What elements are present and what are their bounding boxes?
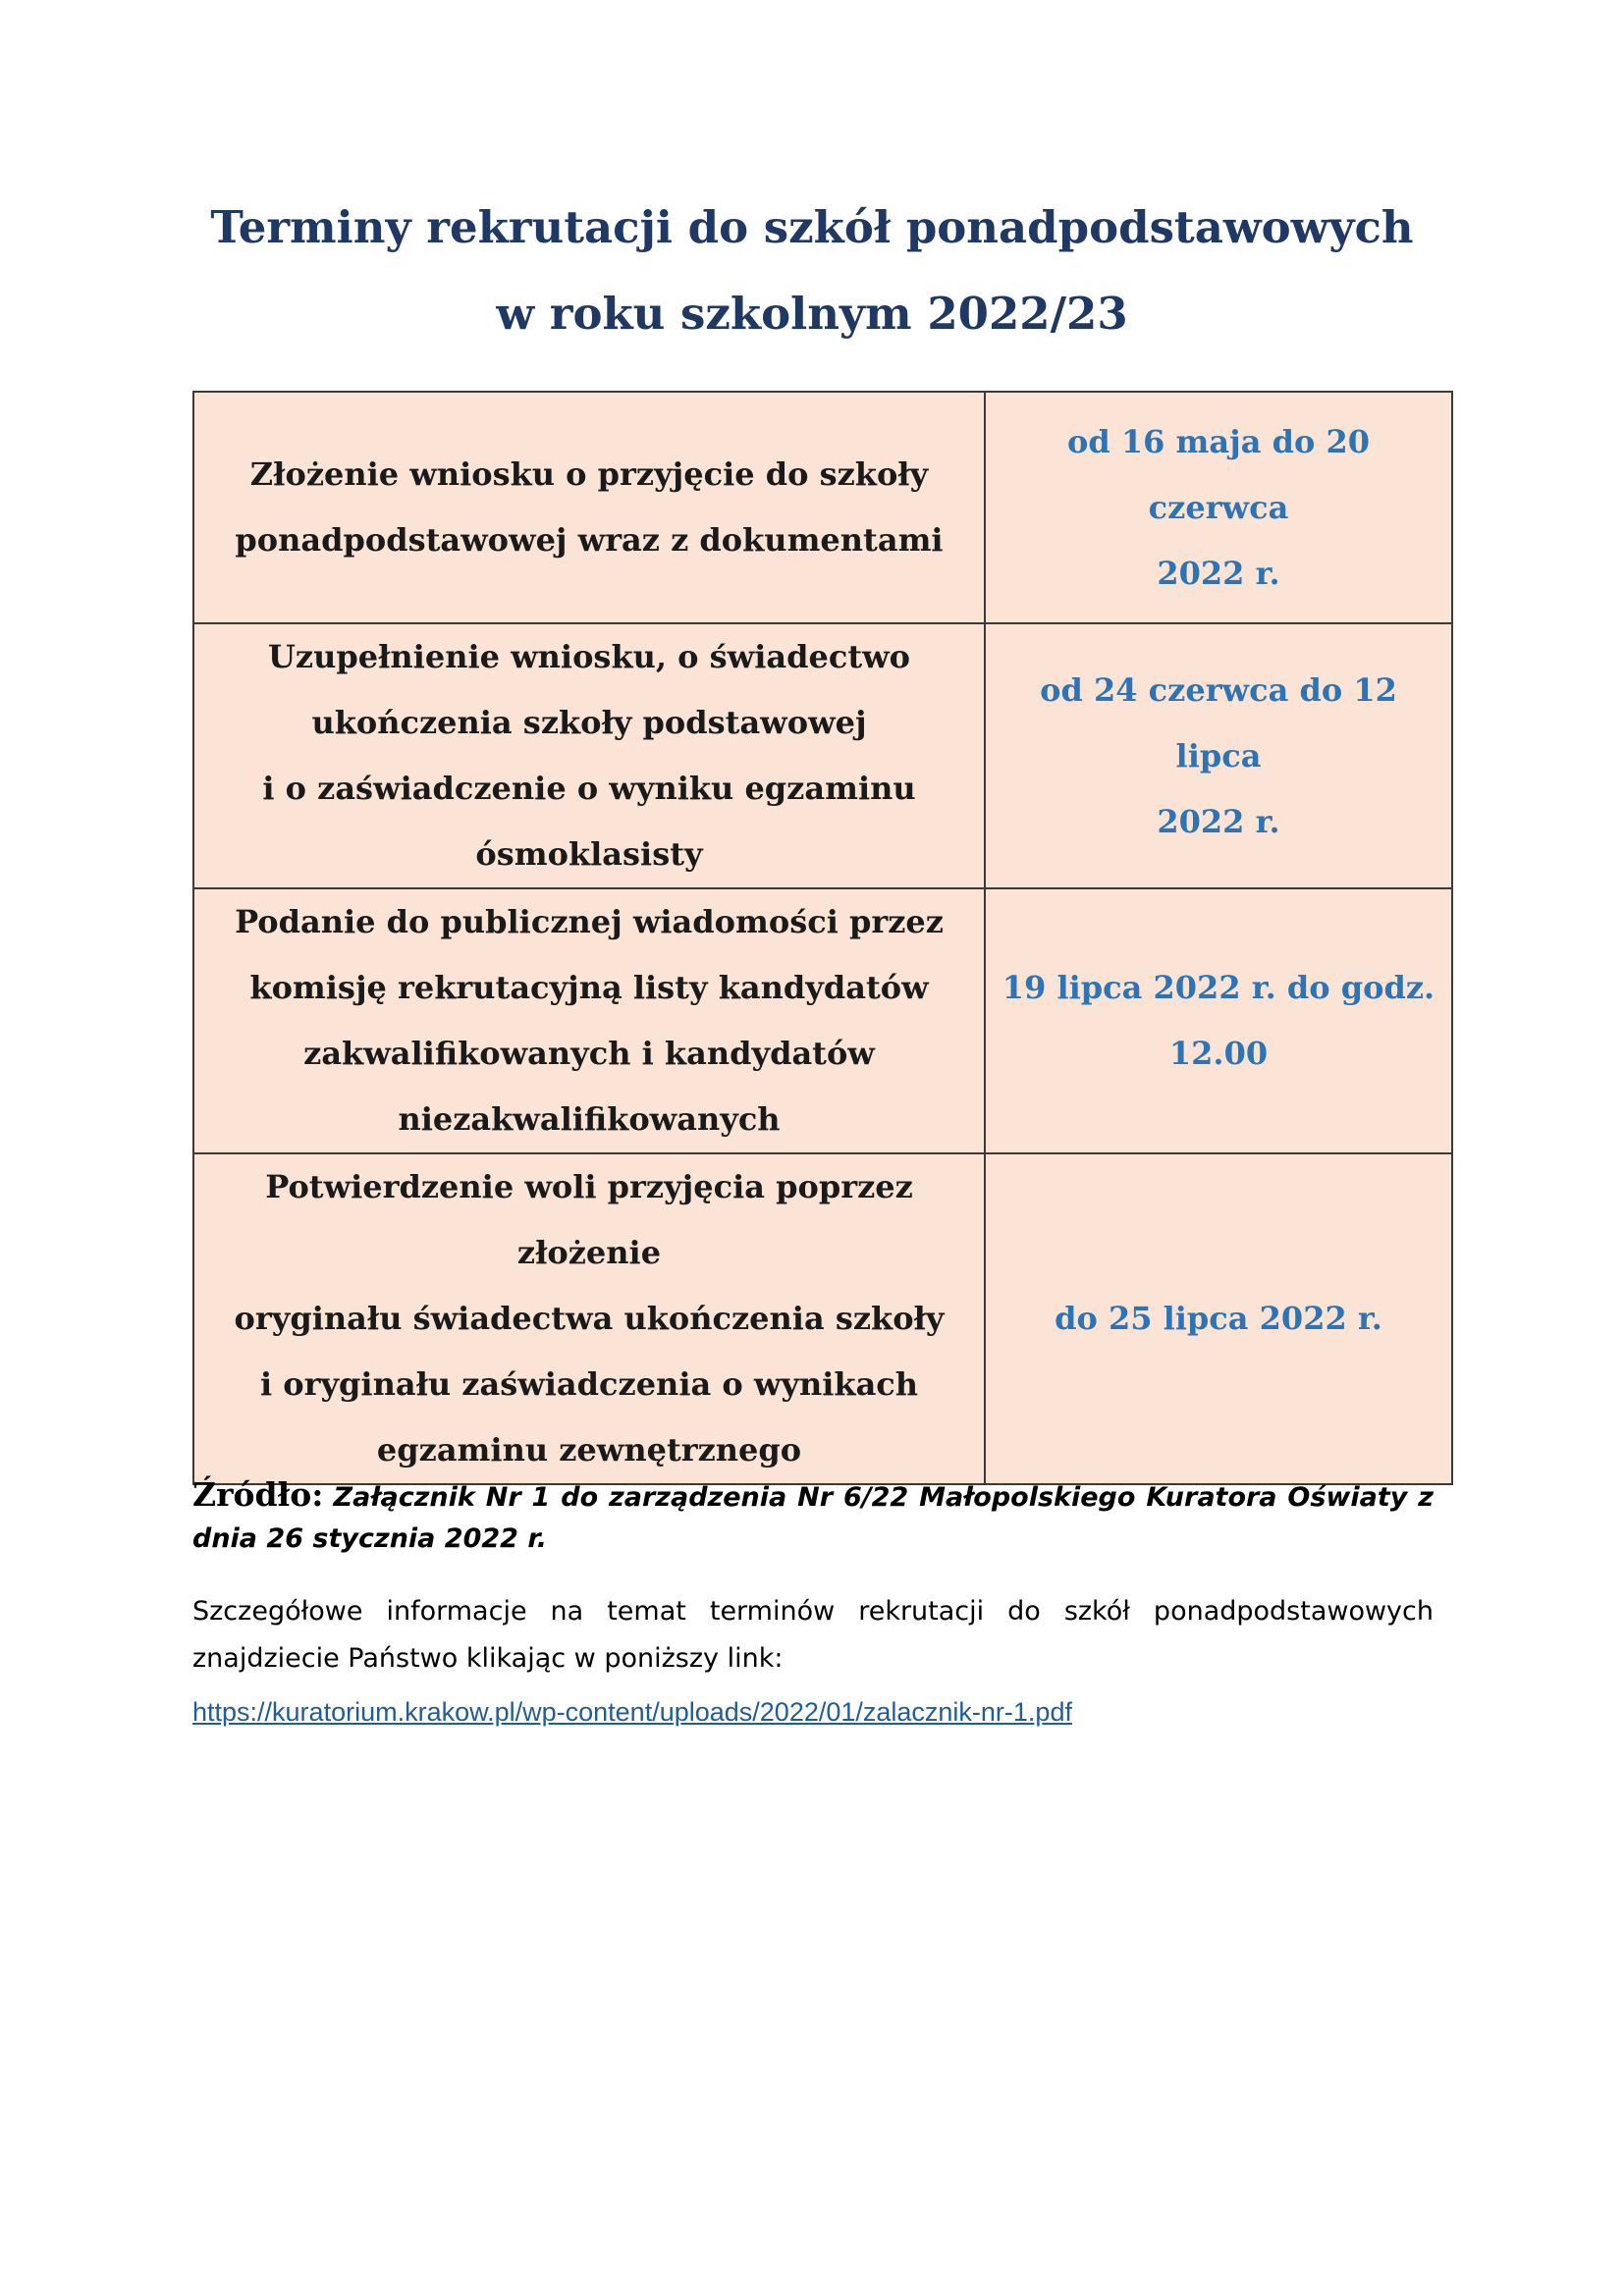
stage-date [985, 392, 1452, 623]
table-row [193, 1153, 1452, 1484]
description-line: egzaminu zewnętrznego [376, 1431, 802, 1468]
date-line: 12.00 [1168, 1035, 1269, 1072]
description-line: komisję rekrutacyjną listy kandydatów [249, 969, 929, 1006]
recruitment-schedule-table [192, 391, 1453, 1485]
table-row [193, 392, 1452, 623]
table-row [193, 623, 1452, 888]
attachment-link[interactable]: https://kuratorium.krakow.pl/wp-content/uploads/2022/01/zalacznik-nr-1.pdf [192, 1697, 1072, 1727]
description-line: ósmoklasisty [475, 835, 703, 873]
description-line: Potwierdzenie woli przyjęcia poprzez złożenie [265, 1168, 913, 1271]
date-line: 2022 r. [1157, 802, 1280, 840]
description-line: i o zaświadczenie o wyniku egzaminu [262, 770, 916, 807]
stage-date [985, 888, 1452, 1153]
description-line: niezakwalifikowanych [398, 1100, 781, 1138]
description-line: oryginału świadectwa ukończenia szkoły [234, 1300, 945, 1337]
stage-date [985, 1153, 1452, 1484]
title-line-2: w roku szkolnym 2022/23 [496, 288, 1128, 340]
description-line: Podanie do publicznej wiadomości przez [235, 903, 944, 940]
stage-description [193, 888, 985, 1153]
source-label: Źródło: [192, 1475, 324, 1514]
description-line: ponadpodstawowej wraz z dokumentami [235, 521, 944, 559]
description-line: zakwalifikowanych i kandydatów [303, 1035, 875, 1072]
date-line: od 24 czerwca do 12 lipca [1040, 670, 1397, 774]
date-line: od 16 maja do 20 czerwca [1067, 422, 1370, 526]
table-row [193, 888, 1452, 1153]
date-line: 19 lipca 2022 r. do godz. [1001, 969, 1435, 1006]
source-text: Załącznik Nr 1 do zarządzenia Nr 6/22 Małopolskiego Kuratora Oświaty z dnia 26 stycznia 2022 r. [192, 1482, 1434, 1554]
description-line: Uzupełnienie wniosku, o świadectwo [268, 638, 910, 675]
stage-description [193, 1153, 985, 1484]
date-line: 2022 r. [1157, 554, 1280, 592]
stage-description [193, 623, 985, 888]
title-line-1: Terminy rekrutacji do szkół ponadpodstawowych [210, 201, 1414, 253]
description-line: Złożenie wniosku o przyjęcie do szkoły [249, 455, 929, 493]
description-line: ukończenia szkoły podstawowej [311, 704, 867, 741]
page-title [0, 185, 1624, 357]
description-line: i oryginału zaświadczenia o wynikach [259, 1365, 919, 1403]
source-note [192, 1474, 1434, 1560]
stage-date [985, 623, 1452, 888]
date-line: do 25 lipca 2022 r. [1055, 1300, 1382, 1337]
info-paragraph: Szczegółowe informacje na temat terminów rekrutacji do szkół ponadpodstawowych znajdziecie Państwo klikając w poniższy link: [192, 1596, 1434, 1674]
stage-description [193, 392, 985, 623]
